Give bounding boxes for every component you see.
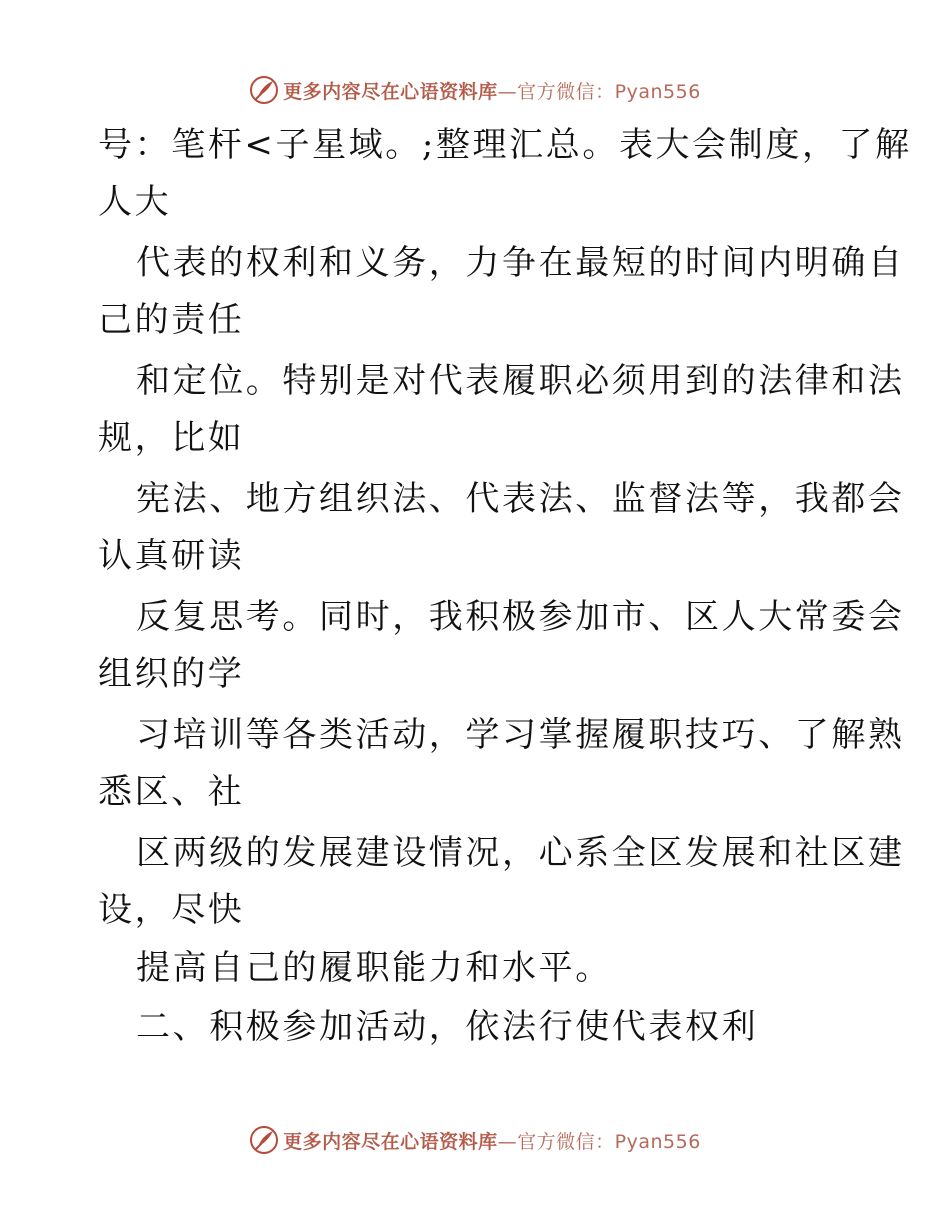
footer-banner xyxy=(0,1120,950,1160)
banner-label xyxy=(283,1127,701,1154)
text-line: 己的责任 xyxy=(98,300,245,340)
feather-pen-logo-icon xyxy=(249,75,279,105)
text-line: 悉区、社 xyxy=(98,772,245,812)
text-line: 人大 xyxy=(98,182,172,222)
text-line: 号：笔杆<子星域。;整理汇总。表大会制度，了解 xyxy=(98,125,912,165)
text-line: 和定位。特别是对代表履职必须用到的法律和法 xyxy=(136,361,905,401)
banner-wechat-text: 官方微信：Pyan556 xyxy=(517,1130,701,1153)
text-line: 组织的学 xyxy=(98,654,245,694)
text-line: 二、积极参加活动，依法行使代表权利 xyxy=(136,1007,759,1047)
text-line: 宪法、地方组织法、代表法、监督法等，我都会 xyxy=(136,479,905,519)
text-line: 区两级的发展建设情况，心系全区发展和社区建 xyxy=(136,833,905,873)
text-line: 习培训等各类活动，学习掌握履职技巧、了解熟 xyxy=(136,715,905,755)
text-line: 提高自己的履职能力和水平。 xyxy=(136,948,612,988)
banner-brand-text: 更多内容尽在心语资料库 xyxy=(283,1130,498,1153)
banner-brand-text: 更多内容尽在心语资料库 xyxy=(283,80,498,103)
text-line: 反复思考。同时，我积极参加市、区人大常委会 xyxy=(136,597,905,637)
feather-pen-logo-icon xyxy=(249,1125,279,1155)
text-line: 代表的权利和义务，力争在最短的时间内明确自 xyxy=(136,243,905,283)
banner-dash: — xyxy=(497,80,518,103)
text-line: 设，尽快 xyxy=(98,890,245,930)
header-banner xyxy=(0,70,950,110)
banner-dash: — xyxy=(497,1130,518,1153)
text-line: 规，比如 xyxy=(98,418,245,458)
banner-wechat-text: 官方微信：Pyan556 xyxy=(517,80,701,103)
text-line: 认真研读 xyxy=(98,536,245,576)
banner-label xyxy=(283,77,701,104)
